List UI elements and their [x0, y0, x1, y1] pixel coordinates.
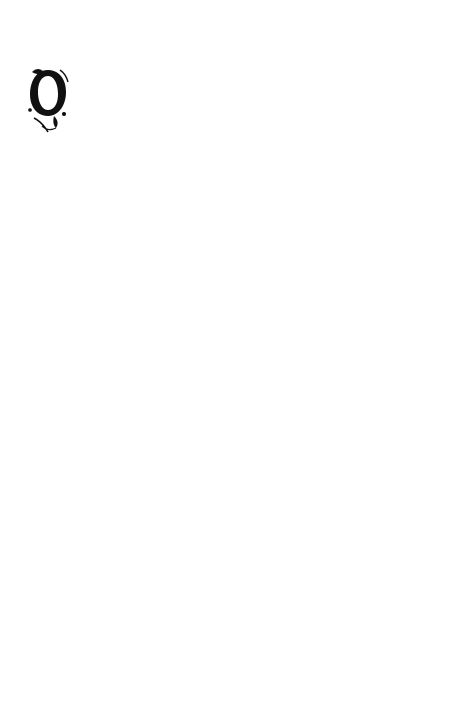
ornamental-dropcap [24, 64, 72, 136]
